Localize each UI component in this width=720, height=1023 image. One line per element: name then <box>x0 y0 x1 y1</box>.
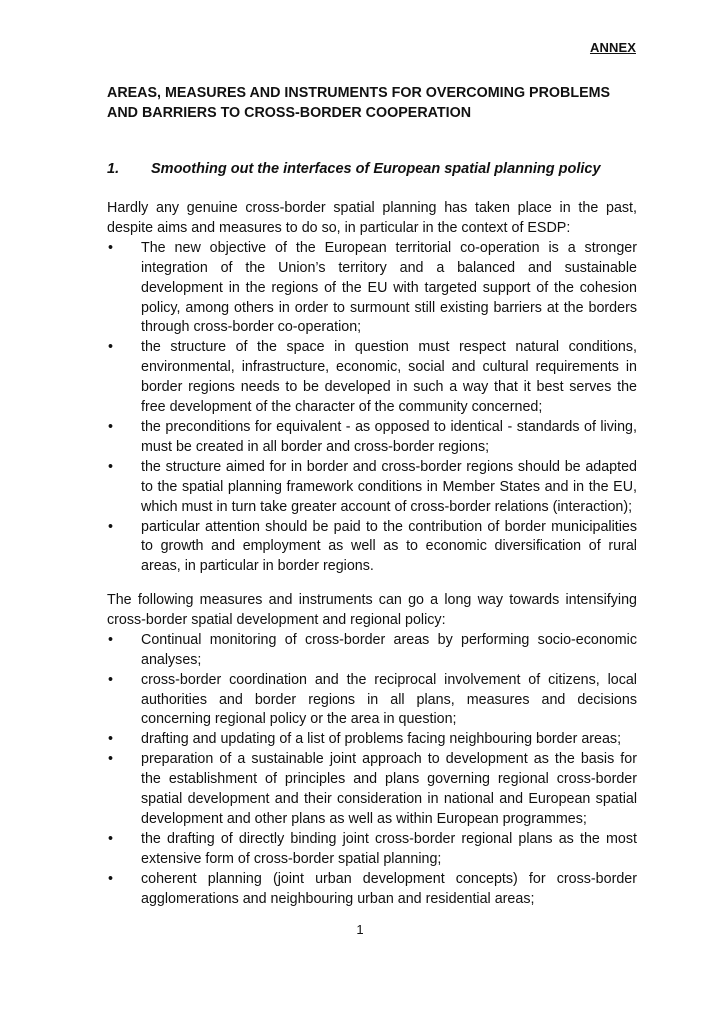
section-number: 1. <box>107 161 120 177</box>
list-item-text: Continual monitoring of cross-border areas by performing socio-economic analyses; <box>141 631 637 668</box>
list-item <box>107 750 637 830</box>
bullet-icon: • <box>108 671 114 688</box>
list-item-text: the structure aimed for in border and cross-border regions should be adapted to the spatial planning framework conditions in Member States and in the EU, which must in turn take greater account of cross-border relations (interaction); <box>141 458 637 515</box>
barriers-intro: Hardly any genuine cross-border spatial planning has taken place in the past, despite aims and measures to do so, in particular in the context of ESDP: <box>107 200 637 236</box>
list-item-text: preparation of a sustainable joint approach to development as the basis for the establishment of principles and plans governing regional cross-border spatial development and their consideration in national and European spatial development and other plans as well as within European programmes; <box>141 751 637 827</box>
bullet-icon: • <box>108 339 114 356</box>
list-item-text: the preconditions for equivalent - as opposed to identical - standards of living, must be created in all border and cross-border regions; <box>141 418 637 455</box>
list-item-text: the drafting of directly binding joint cross-border regional plans as the most extensive form of cross-border spatial planning; <box>141 830 637 867</box>
section-heading <box>107 159 637 179</box>
list-item-text: The new objective of the European territorial co-operation is a stronger integration of the Union’s territory and a balanced and sustainable development in the regions of the EU with targeted support of the cohesion policy, among others in order to surmount still existing barriers at the borders through cross-border co-operation; <box>141 239 637 336</box>
section-title: Smoothing out the interfaces of European spatial planning policy <box>151 161 601 177</box>
list-item <box>107 458 637 518</box>
list-item-text: coherent planning (joint urban development concepts) for cross-border agglomerations and neighbouring urban and residential areas; <box>141 870 637 907</box>
measures-intro: The following measures and instruments can go a long way towards intensifying cross-border spatial development and regional policy: <box>107 592 637 628</box>
bullet-icon: • <box>108 239 114 256</box>
bullet-icon: • <box>108 751 114 768</box>
list-item-text: cross-border coordination and the reciprocal involvement of citizens, local authorities and border regions in all plans, measures and decisions concerning regional policy or the area in question; <box>141 671 637 728</box>
list-item-text: particular attention should be paid to the contribution of border municipalities to growth and employment as well as to economic diversification of rural areas, in particular in border regions. <box>141 518 637 575</box>
bullet-icon: • <box>108 631 114 648</box>
bullet-icon: • <box>108 418 114 435</box>
page-number: 1 <box>356 922 364 937</box>
list-item <box>107 239 637 339</box>
list-item <box>107 730 637 750</box>
list-item <box>107 518 637 578</box>
bullet-icon: • <box>108 870 114 887</box>
measures-block <box>107 591 637 910</box>
list-item <box>107 418 637 458</box>
bullet-icon: • <box>108 518 114 535</box>
measures-list <box>107 631 637 910</box>
list-item <box>107 631 637 671</box>
list-item <box>107 338 637 418</box>
list-item <box>107 671 637 731</box>
document-title: AREAS, MEASURES AND INSTRUMENTS FOR OVERCOMING PROBLEMS AND BARRIERS TO CROSS-BORDER COOPERATION <box>107 85 611 121</box>
bullet-icon: • <box>108 458 114 475</box>
list-item <box>107 870 637 910</box>
barriers-block <box>107 199 637 577</box>
annex-label: ANNEX <box>589 40 636 55</box>
list-item-text: the structure of the space in question must respect natural conditions, environmental, infrastructure, economic, social and cultural requirements in border regions needs to be developed in such a way that it best serves the free development of the character of the community concerned; <box>141 339 637 416</box>
list-item-text: drafting and updating of a list of problems facing neighbouring border areas; <box>141 731 622 748</box>
bullet-icon: • <box>108 830 114 847</box>
list-item <box>107 830 637 870</box>
barriers-list <box>107 239 637 577</box>
bullet-icon: • <box>108 731 114 748</box>
